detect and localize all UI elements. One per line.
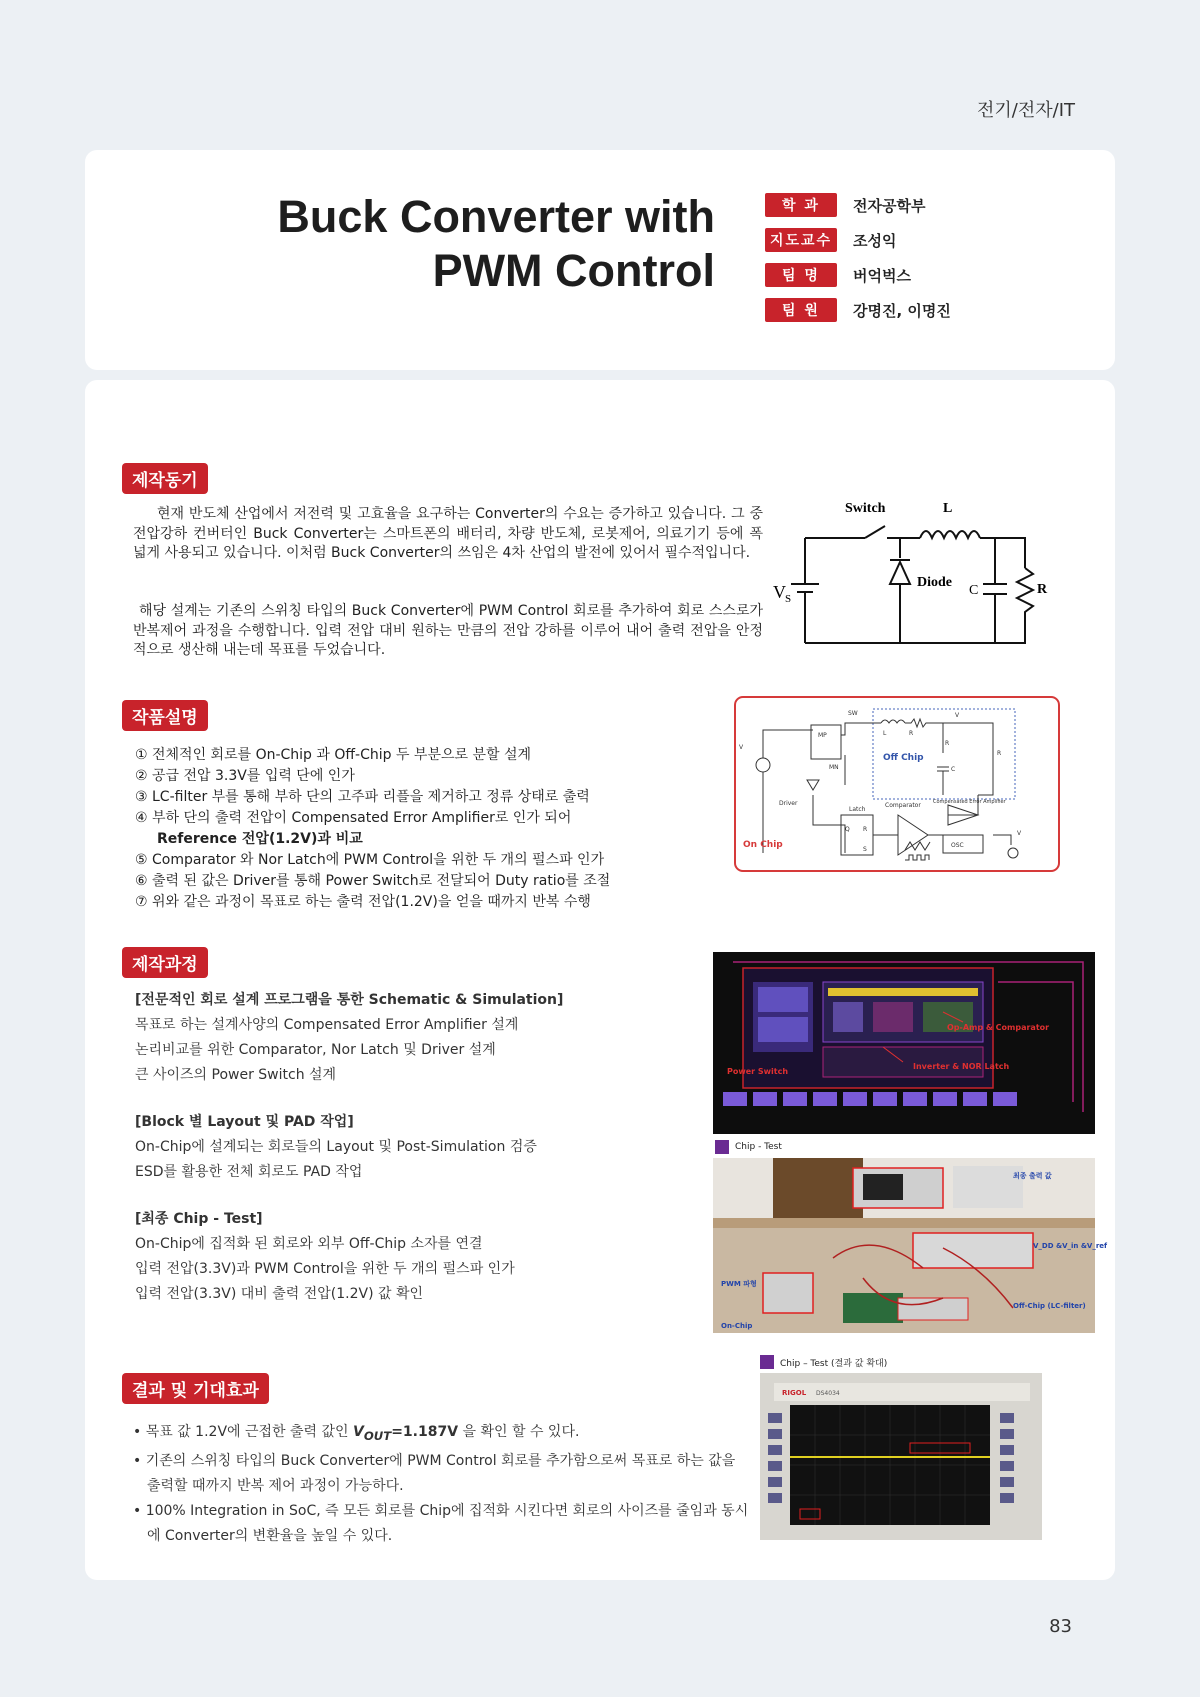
info-row-team <box>765 262 951 288</box>
process-heading-1: [전문적인 회로 설계 프로그램을 통한 Schematic & Simulation] <box>135 992 564 1008</box>
inverter-label: Inverter & NOR Latch <box>913 1062 1010 1071</box>
process-heading-3: [최종 Chip - Test] <box>135 1211 263 1227</box>
list-item: ⑥ 출력 된 값은 Driver를 통해 Power Switch로 전달되어 Duty ratio를 조절 <box>135 873 611 889</box>
rl-label: R <box>909 730 914 737</box>
vdd-label: V_DD &V_in &V_ref <box>1033 1242 1108 1250</box>
onchip-label: On Chip <box>743 840 783 850</box>
chip-test-photo <box>713 1158 1108 1333</box>
list-item: 논리비교를 위한 Comparator, Nor Latch 및 Driver 설계 <box>135 1042 496 1058</box>
vout-label: V <box>955 712 960 719</box>
rc-label: R <box>945 740 950 747</box>
info-label: 학 과 <box>765 193 837 217</box>
page-title <box>277 190 715 298</box>
info-value: 버억벅스 <box>853 266 911 285</box>
title-line-1: Buck Converter with <box>277 191 715 242</box>
category-label: 전기/전자/IT <box>977 100 1075 121</box>
process-heading-2: [Block 별 Layout 및 PAD 작업] <box>135 1114 354 1130</box>
list-item: 목표로 하는 설계사양의 Compensated Error Amplifier 설계 <box>135 1017 519 1033</box>
vref-label: V <box>1017 830 1022 837</box>
caption-text: Chip – Test (결과 값 확대) <box>780 1358 888 1369</box>
offchip-photo-label: Off-Chip (LC-filter) <box>1013 1302 1086 1310</box>
scope-brand: RIGOL <box>782 1389 807 1397</box>
l-label: L <box>883 730 887 737</box>
list-item: ESD를 활용한 전체 회로도 PAD 작업 <box>135 1164 363 1180</box>
offchip-label: Off Chip <box>883 753 924 763</box>
onchip-photo-label: On-Chip <box>721 1322 753 1330</box>
result-bullet-1 <box>133 1420 753 1449</box>
result-bullet-3: • 100% Integration in SoC, 즉 모든 회로를 Chip에 집적화 시킨다면 회로의 사이즈를 줄임과 동시에 Converter의 변환율을 높일 수 있다. <box>133 1502 749 1544</box>
result-b1-post: 을 확인 할 수 있다. <box>458 1424 580 1440</box>
mn-label: MN <box>829 764 839 771</box>
description-list <box>135 745 610 913</box>
cap-label: C <box>969 583 979 598</box>
header-card <box>85 150 1115 370</box>
inductor-label: L <box>943 501 953 516</box>
s-label: S <box>863 846 867 853</box>
final-output-label: 최종 출력 값 <box>1013 1172 1052 1180</box>
info-label: 팀 원 <box>765 298 837 322</box>
page-number: 83 <box>1049 1616 1072 1637</box>
scope-caption <box>760 1355 887 1369</box>
c-label: C <box>951 766 956 773</box>
info-row-members <box>765 297 951 323</box>
info-value: 강명진, 이명진 <box>853 301 951 320</box>
oscilloscope-photo <box>760 1373 1042 1540</box>
list-item: 입력 전압(3.3V)과 PWM Control을 위한 두 개의 펄스파 인가 <box>135 1261 515 1277</box>
list-item: Reference 전압(1.2V)과 비교 <box>157 831 363 847</box>
info-row-dept <box>765 192 951 218</box>
test-caption <box>715 1140 782 1154</box>
info-table <box>765 192 951 332</box>
list-item: ② 공급 전압 3.3V를 입력 단에 인가 <box>135 768 355 784</box>
comparator-label: Comparator <box>885 802 921 809</box>
vin-label: V <box>739 744 744 751</box>
opamp-label: Op-Amp & Comparator <box>947 1023 1050 1032</box>
list-item: 입력 전압(3.3V) 대비 출력 전압(1.2V) 값 확인 <box>135 1286 424 1302</box>
vs-sub-label: S <box>785 593 792 605</box>
pwm-block-diagram <box>733 695 1061 873</box>
diode-symbol <box>890 562 910 584</box>
r-label: R <box>997 750 1002 757</box>
info-value: 전자공학부 <box>853 196 926 215</box>
latch-label: Latch <box>849 806 866 813</box>
motivation-para-2 <box>133 602 763 661</box>
mp-label: MP <box>818 732 827 739</box>
title-line-2: PWM Control <box>432 245 715 296</box>
list-item: ④ 부하 단의 출력 전압이 Compensated Error Amplifier로 인가 되어 <box>135 810 572 826</box>
caption-text: Chip - Test <box>735 1142 782 1152</box>
vout-sub: OUT <box>363 1428 392 1443</box>
switch-label: Switch <box>845 501 886 516</box>
main-card <box>85 380 1115 1580</box>
pwm-label: PWM 파형 <box>721 1280 757 1288</box>
motivation-text-1: 현재 반도체 산업에서 저전력 및 고효율을 요구하는 Converter의 수요는 증가하고 있습니다. 그 중 전압강하 컨버터인 Buck Converter는 스마트폰의 배터리, 차량 반도체, 로봇제어, 의료기기 등에 폭 넓게 사용되고 있습니다. 이처럼 Buck Converter의 쓰임은 4차 산업의 발전에 있어서 필수적입니다. <box>133 506 763 561</box>
info-label: 팀 명 <box>765 263 837 287</box>
info-label: 지도교수 <box>765 228 837 252</box>
list-item: On-Chip에 설계되는 회로들의 Layout 및 Post-Simulation 검증 <box>135 1139 537 1155</box>
list-item: ⑤ Comparator 와 Nor Latch에 PWM Control을 위한 두 개의 펄스파 인가 <box>135 852 605 868</box>
buck-circuit-diagram <box>745 488 1095 656</box>
q-label: Q <box>845 826 850 833</box>
power-switch-label: Power Switch <box>727 1067 789 1076</box>
latch-r-label: R <box>863 826 868 833</box>
list-item: 큰 사이즈의 Power Switch 설계 <box>135 1067 337 1083</box>
caption-marker <box>715 1140 729 1154</box>
motivation-text-2: 해당 설계는 기존의 스위칭 타입의 Buck Converter에 PWM Control 회로를 추가하여 회로 스스로가 반복제어 과정을 수행합니다. 입력 전압 대비 원하는 만큼의 전압 강하를 이루어 내어 출력 전압을 안정적으로 생산해 내는데 목표를 두었습니다. <box>133 603 763 658</box>
section-title-result: 결과 및 기대효과 <box>122 1373 269 1404</box>
sw-label: SW <box>848 710 858 717</box>
info-value: 조성익 <box>853 231 897 250</box>
layout-image <box>713 952 1095 1134</box>
section-title-description: 작품설명 <box>122 700 208 731</box>
scope-model: DS4034 <box>816 1390 840 1397</box>
driver-label: Driver <box>779 800 798 807</box>
list-item: On-Chip에 집적화 된 회로와 외부 Off-Chip 소자를 연결 <box>135 1236 483 1252</box>
vout-symbol: V <box>353 1424 364 1440</box>
motivation-para-1 <box>133 505 763 564</box>
result-list <box>133 1420 753 1549</box>
list-item: ⑦ 위와 같은 과정이 목표로 하는 출력 전압(1.2V)을 얻을 때까지 반복 수행 <box>135 894 591 910</box>
res-label: R <box>1037 582 1048 597</box>
list-item: ① 전체적인 회로를 On-Chip 과 Off-Chip 두 부분으로 분할 설계 <box>135 747 532 763</box>
info-row-advisor <box>765 227 951 253</box>
caption-marker <box>760 1355 774 1369</box>
list-item: ③ LC-filter 부를 통해 부하 단의 고주파 리플을 제거하고 정류 상태로 출력 <box>135 789 590 805</box>
vout-value: =1.187V <box>391 1424 459 1440</box>
result-b1-pre: • 목표 값 1.2V에 근접한 출력 값인 <box>133 1424 354 1440</box>
result-bullet-2: • 기존의 스위칭 타입의 Buck Converter에 PWM Control 회로를 추가함으로써 목표로 하는 값을 출력할 때까지 반복 제어 과정이 가능하다. <box>133 1452 736 1494</box>
cea-label: Compensated Error Amplifier <box>933 799 1006 805</box>
vs-label: V <box>773 582 786 602</box>
process-text <box>135 988 563 1307</box>
diode-label: Diode <box>917 575 952 590</box>
section-title-process: 제작과정 <box>122 947 208 978</box>
section-title-motivation: 제작동기 <box>122 463 208 494</box>
osc-label: OSC <box>951 842 964 849</box>
